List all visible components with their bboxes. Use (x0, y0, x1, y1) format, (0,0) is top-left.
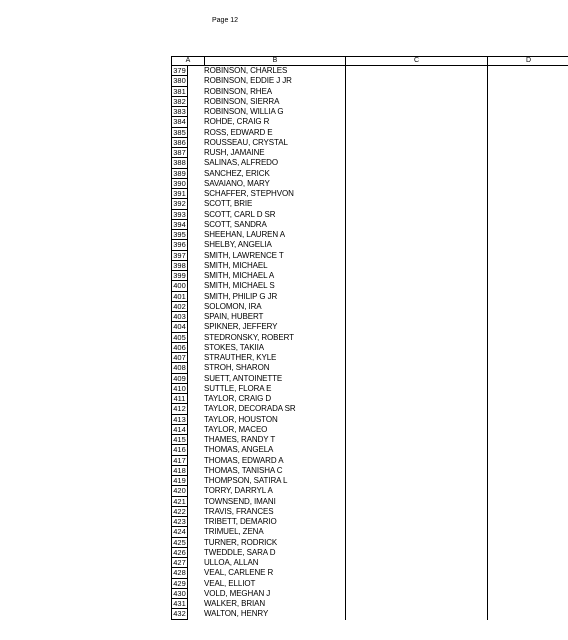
row-number: 411 (172, 394, 188, 404)
table-row[interactable] (172, 169, 568, 179)
row-number: 395 (172, 230, 188, 240)
name-cell[interactable]: SMITH, MICHAEL (204, 260, 268, 270)
name-cell[interactable]: SCHAFFER, STEPHVON (204, 189, 294, 198)
table-row[interactable] (172, 117, 568, 127)
table-row[interactable] (172, 66, 568, 76)
table-row[interactable] (172, 138, 568, 148)
name-cell[interactable]: THOMAS, ANGELA (204, 445, 274, 455)
row-number: 416 (172, 445, 188, 455)
table-row[interactable] (172, 179, 568, 189)
table-row[interactable] (172, 394, 568, 404)
name-cell[interactable]: TAYLOR, HOUSTON (204, 414, 278, 424)
row-number: 413 (172, 415, 188, 425)
row-number: 407 (172, 353, 188, 363)
row-number: 423 (172, 517, 188, 527)
table-row[interactable] (172, 302, 568, 312)
table-row[interactable] (172, 445, 568, 455)
table-row[interactable] (172, 476, 568, 486)
name-cell[interactable]: TAYLOR, DECORADA SR (204, 404, 296, 414)
row-number: 403 (172, 312, 188, 322)
row-number: 412 (172, 404, 188, 414)
column-divider (487, 66, 488, 620)
name-cell[interactable]: ROBINSON, RHEA (204, 86, 272, 96)
name-cell[interactable]: THAMES, RANDY T (204, 435, 276, 444)
row-number: 383 (172, 107, 188, 117)
name-cell[interactable]: ROHDE, CRAIG R (204, 117, 270, 127)
table-row[interactable] (172, 189, 568, 199)
column-header-b[interactable]: B (205, 57, 346, 65)
name-cell[interactable]: WALKER, BRIAN (204, 599, 266, 608)
column-divider (345, 66, 346, 620)
table-row[interactable] (172, 363, 568, 373)
table-row[interactable] (172, 404, 568, 414)
table-row[interactable] (172, 374, 568, 384)
name-cell[interactable]: VEAL, ELLIOT (204, 578, 256, 588)
name-cell[interactable]: STROH, SHARON (204, 363, 270, 373)
row-number: 398 (172, 261, 188, 271)
column-header-d[interactable]: D (525, 57, 532, 64)
row-number: 380 (172, 76, 188, 86)
table-row[interactable] (172, 271, 568, 281)
name-cell[interactable]: SCOTT, CARL D SR (204, 209, 276, 219)
table-row[interactable] (172, 415, 568, 425)
name-cell[interactable]: SPAIN, HUBERT (204, 312, 264, 321)
table-row[interactable] (172, 261, 568, 271)
spreadsheet-table (171, 56, 568, 620)
name-cell[interactable]: SOLOMON, IRA (204, 301, 262, 311)
name-cell[interactable]: WALTON, HENRY (204, 609, 269, 619)
table-row[interactable] (172, 599, 568, 609)
row-number: 432 (172, 609, 188, 619)
name-cell[interactable]: TURNER, RODRICK (204, 537, 278, 547)
name-cell[interactable]: ROBINSON, EDDIE J JR (204, 76, 292, 86)
table-row[interactable] (172, 240, 568, 250)
table-row[interactable] (172, 322, 568, 332)
table-row[interactable] (172, 97, 568, 107)
table-row[interactable] (172, 128, 568, 138)
row-number: 418 (172, 466, 188, 476)
name-cell[interactable]: THOMPSON, SATIRA L (204, 476, 288, 485)
name-cell[interactable]: THOMAS, TANISHA C (204, 465, 283, 475)
table-row[interactable] (172, 456, 568, 466)
row-number: 406 (172, 343, 188, 353)
name-cell[interactable]: STOKES, TAKIIA (204, 342, 264, 352)
name-cell[interactable]: TRIMUEL, ZENA (204, 527, 264, 537)
table-row[interactable] (172, 251, 568, 261)
name-cell[interactable]: SCOTT, SANDRA (204, 219, 267, 229)
table-row[interactable] (172, 568, 568, 578)
row-number: 393 (172, 210, 188, 220)
row-number: 392 (172, 199, 188, 209)
name-cell[interactable]: SANCHEZ, ERICK (204, 168, 270, 178)
name-cell[interactable]: VOLD, MEGHAN J (204, 588, 271, 598)
row-number: 422 (172, 507, 188, 517)
table-row[interactable] (172, 486, 568, 496)
name-cell[interactable]: SHELBY, ANGELIA (204, 240, 272, 250)
name-cell[interactable]: SMITH, MICHAEL S (204, 281, 275, 291)
table-row[interactable] (172, 579, 568, 589)
table-row[interactable] (172, 425, 568, 435)
row-number: 405 (172, 333, 188, 343)
row-number: 390 (172, 179, 188, 189)
row-number: 424 (172, 527, 188, 537)
table-body (172, 66, 568, 620)
column-header-row (172, 57, 568, 66)
row-number: 430 (172, 589, 188, 599)
name-cell[interactable]: ULLOA, ALLAN (204, 558, 259, 567)
table-row[interactable] (172, 558, 568, 568)
name-cell[interactable]: TOWNSEND, IMANI (204, 496, 276, 506)
row-number: 404 (172, 322, 188, 332)
row-number: 410 (172, 384, 188, 394)
row-number: 384 (172, 117, 188, 127)
table-row[interactable] (172, 353, 568, 363)
table-row[interactable] (172, 148, 568, 158)
row-number: 386 (172, 138, 188, 148)
row-number: 420 (172, 486, 188, 496)
column-header-c[interactable]: C (346, 57, 488, 65)
table-row[interactable] (172, 466, 568, 476)
row-number: 414 (172, 425, 188, 435)
name-cell[interactable]: ROBINSON, CHARLES (204, 66, 288, 75)
table-row[interactable] (172, 333, 568, 343)
row-number: 396 (172, 240, 188, 250)
row-number: 387 (172, 148, 188, 158)
row-number: 415 (172, 435, 188, 445)
table-row[interactable] (172, 220, 568, 230)
row-number: 381 (172, 87, 188, 97)
table-row[interactable] (172, 507, 568, 517)
table-row[interactable] (172, 343, 568, 353)
name-cell[interactable]: TAYLOR, MACEO (204, 424, 268, 434)
table-row[interactable] (172, 87, 568, 97)
table-row[interactable] (172, 497, 568, 507)
name-cell[interactable]: SMITH, MICHAEL A (204, 271, 275, 280)
row-number: 426 (172, 548, 188, 558)
name-cell[interactable]: TWEDDLE, SARA D (204, 547, 276, 557)
name-cell[interactable]: TRAVIS, FRANCES (204, 506, 274, 516)
name-cell[interactable]: STRAUTHER, KYLE (204, 353, 277, 362)
name-cell[interactable]: SPIKNER, JEFFERY (204, 322, 278, 332)
name-cell[interactable]: TAYLOR, CRAIG D (204, 394, 272, 403)
row-number: 408 (172, 363, 188, 373)
table-row[interactable] (172, 517, 568, 527)
row-number: 409 (172, 374, 188, 384)
table-row[interactable] (172, 158, 568, 168)
row-number: 425 (172, 538, 188, 548)
name-cell[interactable]: THOMAS, EDWARD A (204, 455, 284, 465)
name-cell[interactable]: TRIBETT, DEMARIO (204, 517, 277, 526)
row-number: 427 (172, 558, 188, 568)
table-row[interactable] (172, 435, 568, 445)
name-cell[interactable]: ROBINSON, SIERRA (204, 96, 280, 106)
column-header-a[interactable]: A (172, 57, 205, 65)
row-number: 428 (172, 568, 188, 578)
table-row[interactable] (172, 210, 568, 220)
table-row[interactable] (172, 384, 568, 394)
name-cell[interactable]: SCOTT, BRIE (204, 199, 253, 209)
name-cell[interactable]: TORRY, DARRYL A (204, 486, 273, 496)
row-number: 431 (172, 599, 188, 609)
name-cell[interactable]: SMITH, PHILIP G JR (204, 291, 278, 301)
table-row[interactable] (172, 107, 568, 117)
name-cell[interactable]: ROSS, EDWARD E (204, 127, 273, 137)
name-cell[interactable]: ROUSSEAU, CRYSTAL (204, 137, 288, 147)
row-number: 402 (172, 302, 188, 312)
name-cell[interactable]: SALINAS, ALFREDO (204, 158, 278, 168)
name-cell[interactable]: SUTTLE, FLORA E (204, 383, 272, 393)
table-row[interactable] (172, 230, 568, 240)
name-cell[interactable]: STEDRONSKY, ROBERT (204, 332, 294, 342)
row-number: 429 (172, 579, 188, 589)
table-row[interactable] (172, 312, 568, 322)
name-cell[interactable]: SHEEHAN, LAUREN A (204, 230, 285, 239)
table-row[interactable] (172, 589, 568, 599)
row-number: 394 (172, 220, 188, 230)
name-cell[interactable]: SUETT, ANTOINETTE (204, 373, 283, 383)
table-row[interactable] (172, 609, 568, 619)
row-number: 419 (172, 476, 188, 486)
table-row[interactable] (172, 76, 568, 86)
row-number: 391 (172, 189, 188, 199)
table-row[interactable] (172, 538, 568, 548)
name-cell[interactable]: SAVAIANO, MARY (204, 178, 270, 188)
row-number: 397 (172, 251, 188, 261)
table-row[interactable] (172, 527, 568, 537)
row-number: 400 (172, 281, 188, 291)
name-cell[interactable]: ROBINSON, WILLIA G (204, 107, 284, 116)
row-number: 401 (172, 292, 188, 302)
row-number: 417 (172, 456, 188, 466)
row-number: 399 (172, 271, 188, 281)
table-row[interactable] (172, 548, 568, 558)
name-cell[interactable]: SMITH, LAWRENCE T (204, 250, 284, 260)
row-number: 385 (172, 128, 188, 138)
row-number: 421 (172, 497, 188, 507)
page-number-label: Page 12 (212, 17, 239, 24)
row-number: 382 (172, 97, 188, 107)
name-cell[interactable]: VEAL, CARLENE R (204, 568, 274, 578)
row-number: 388 (172, 158, 188, 168)
row-number: 389 (172, 169, 188, 179)
table-row[interactable] (172, 292, 568, 302)
name-cell[interactable]: RUSH, JAMAINE (204, 148, 265, 157)
row-number: 379 (172, 66, 188, 76)
table-row[interactable] (172, 281, 568, 291)
table-row[interactable] (172, 199, 568, 209)
